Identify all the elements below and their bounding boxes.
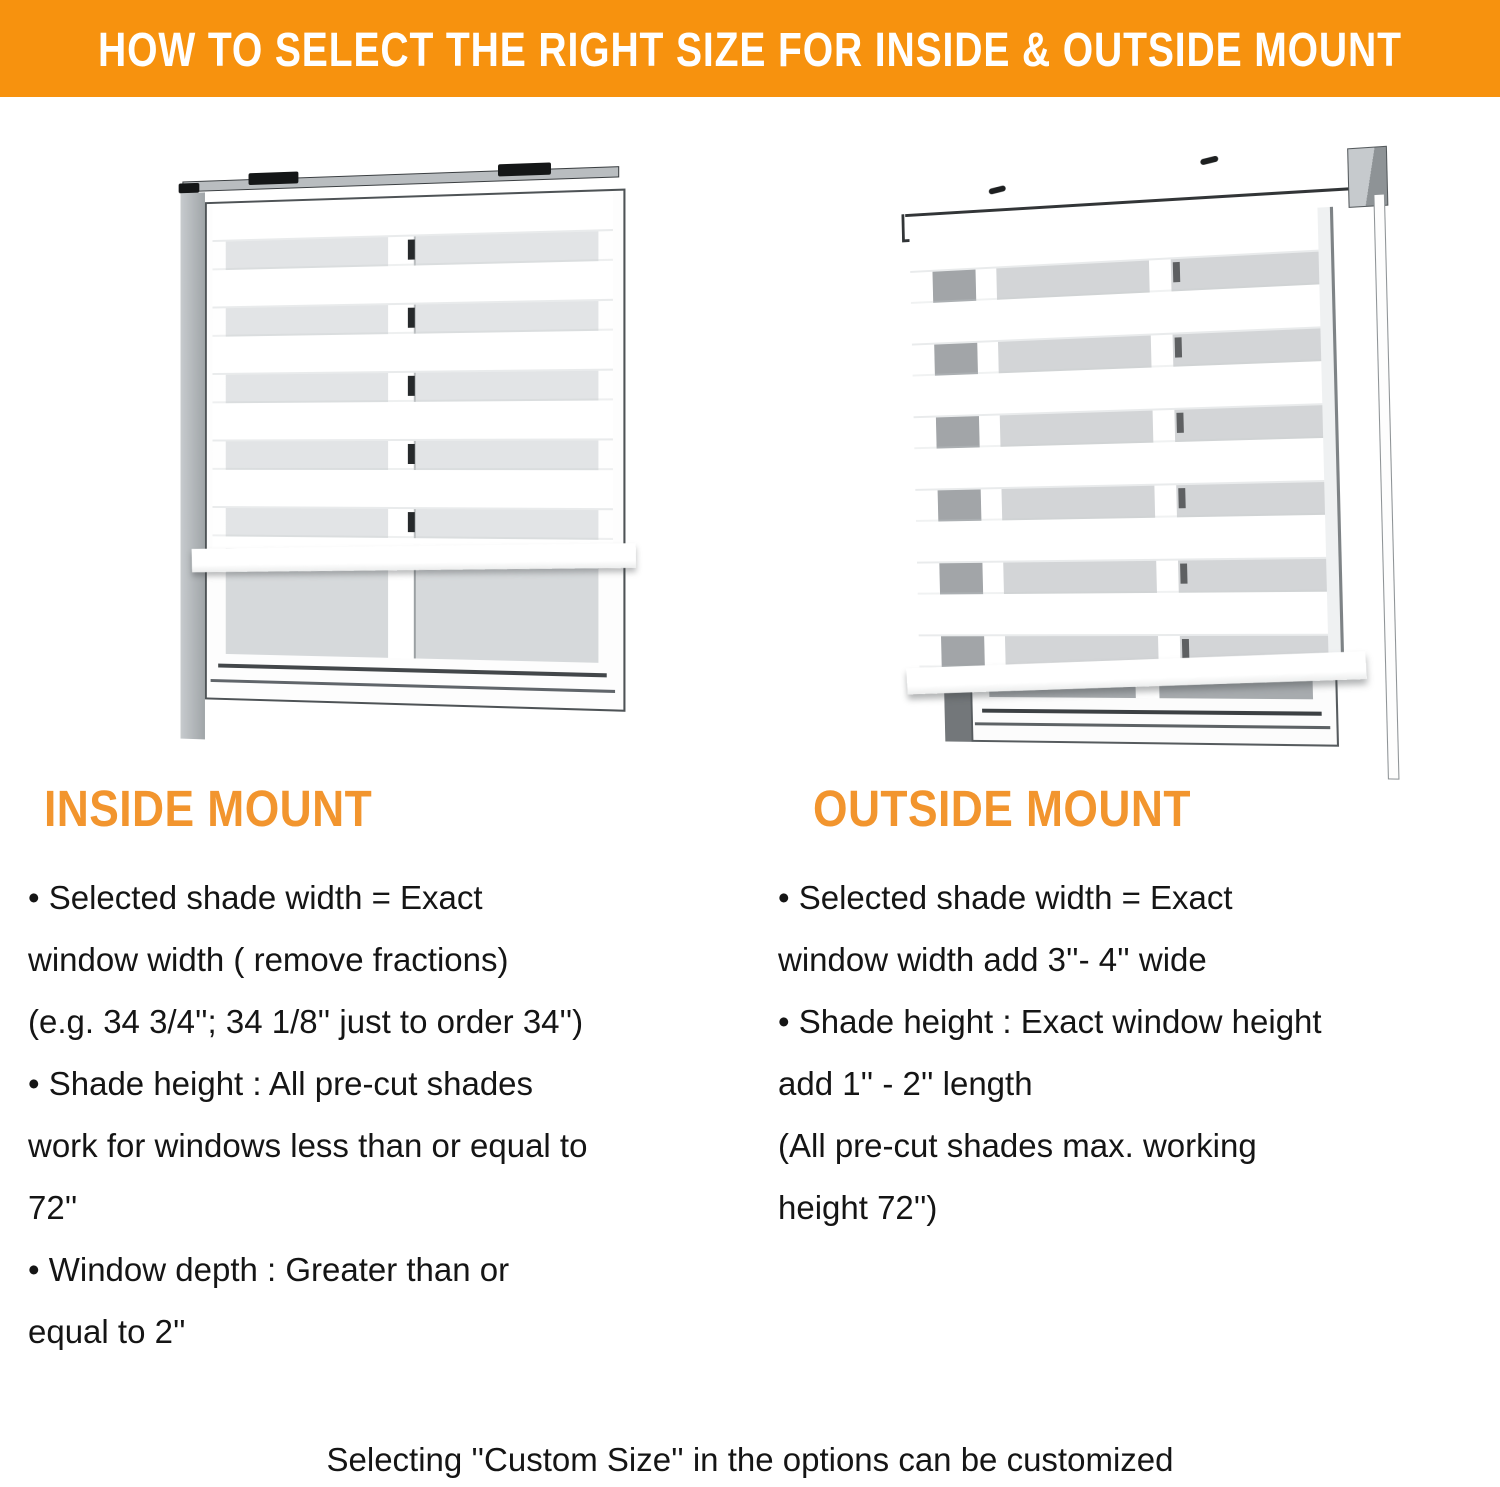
text-line: window width ( remove fractions): [28, 941, 509, 978]
mounting-screw: [1200, 155, 1219, 165]
inside-mount-scene: [177, 141, 627, 784]
text-line: • Selected shade width = Exact: [28, 879, 483, 916]
inside-mount-illustration: [168, 150, 623, 775]
inside-mount-heading: INSIDE MOUNT: [44, 780, 373, 837]
window-sill-line: [982, 709, 1322, 716]
text-line: work for windows less than or equal to: [28, 1127, 588, 1164]
text-line: (All pre-cut shades max. working: [778, 1127, 1257, 1164]
text-line: • Window depth : Greater than or: [28, 1251, 510, 1288]
window-side-wall: [181, 192, 205, 739]
inside-mount-text: [28, 867, 748, 1363]
text-line: height 72''): [778, 1189, 938, 1226]
outside-mount-illustration: [878, 140, 1403, 785]
text-line: 72'': [28, 1189, 78, 1226]
window-frame: [205, 189, 626, 712]
outside-mount-heading: OUTSIDE MOUNT: [813, 780, 1191, 837]
text-line: • Shade height : Exact window height: [778, 1003, 1322, 1040]
shade-tick-marks: [408, 197, 415, 550]
text-line: (e.g. 34 3/4''; 34 1/8'' just to order 34''): [28, 1003, 584, 1040]
text-line: add 1'' - 2'' length: [778, 1065, 1033, 1102]
rail-clip: [498, 162, 551, 176]
outer-guide-rail: [1373, 193, 1399, 779]
window-sill-line: [975, 722, 1330, 729]
window-sill-line: [211, 679, 615, 693]
shade-bottom-rail: [192, 543, 637, 572]
zebra-shade: [909, 207, 1341, 671]
outside-mount-scene: [884, 122, 1417, 790]
banner-title: HOW TO SELECT THE RIGHT SIZE FOR INSIDE & OUTSIDE MOUNT: [98, 21, 1402, 76]
text-line: • Selected shade width = Exact: [778, 879, 1233, 916]
text-line: equal to 2'': [28, 1313, 186, 1350]
wall-bracket-hook: [901, 214, 904, 241]
title-banner: [0, 0, 1500, 97]
footer-note: Selecting ''Custom Size'' in the options can be customized: [326, 1441, 1174, 1478]
outside-mount-text: [778, 867, 1478, 1239]
text-line: window width add 3''- 4'' wide: [778, 941, 1207, 978]
mounting-screw: [988, 185, 1006, 195]
text-line: • Shade height : All pre-cut shades: [28, 1065, 534, 1102]
rail-clip: [249, 171, 299, 185]
window-sill-line: [218, 664, 607, 678]
shade-bands: [909, 207, 1341, 671]
